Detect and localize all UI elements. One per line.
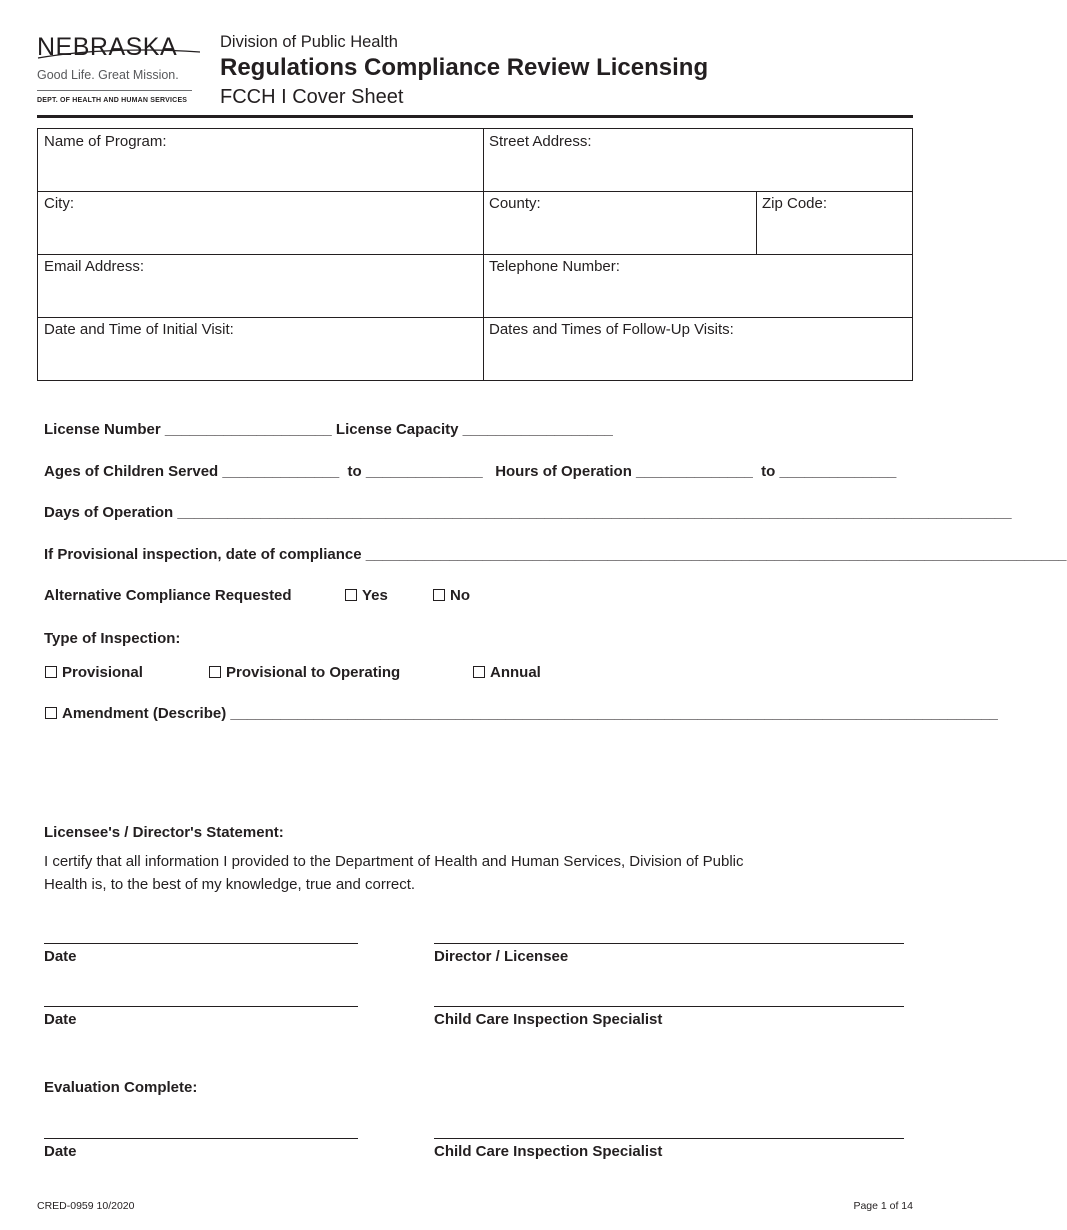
page-number: Page 1 of 14 [853,1200,913,1212]
program-info-table [37,128,913,381]
license-capacity-blank[interactable]: __________________ [462,421,613,438]
statement-heading: Licensee's / Director's Statement: [44,824,284,841]
page-title: Regulations Compliance Review Licensing [220,54,709,81]
provisional-to-operating-label: Provisional to Operating [226,664,401,681]
specialist-signature-line[interactable] [434,1138,904,1139]
checkbox-icon [433,589,445,601]
ages-to-blank[interactable]: ______________ [365,463,483,480]
checkbox-icon[interactable] [45,707,57,719]
provisional-checkbox[interactable] [45,664,143,681]
name-of-program-field[interactable] [38,129,483,191]
date-signature-line[interactable] [44,1006,358,1007]
field-label: Date and Time of Initial Visit: [44,321,234,338]
provisional-to-operating-checkbox[interactable] [209,664,400,681]
email-address-field[interactable] [38,254,483,317]
inspection-specialist-label: Child Care Inspection Specialist [434,1011,663,1028]
logo-divider [37,90,192,91]
license-number-label: License Number [44,421,161,438]
annual-checkbox[interactable] [473,664,541,681]
specialist-signature-line[interactable] [434,1006,904,1007]
checkbox-icon [209,666,221,678]
ages-served-label: Ages of Children Served [44,463,219,480]
hours-from-blank[interactable]: ______________ [636,463,753,480]
hours-of-operation-label: Hours of Operation [495,463,632,480]
date-signature-line[interactable] [44,943,358,944]
field-label: County: [489,195,541,212]
amendment-row [45,705,998,722]
zip-code-field[interactable] [756,191,912,254]
field-label: Street Address: [489,133,592,150]
provisional-compliance-row [44,546,1067,563]
yes-label: Yes [362,587,388,604]
checkbox-icon [345,589,357,601]
annual-label: Annual [490,664,541,681]
page-subtitle: FCCH I Cover Sheet [220,86,404,108]
date-label: Date [44,1011,77,1028]
days-of-operation-row [44,504,1012,521]
license-number-blank[interactable]: ____________________ [164,421,332,438]
form-id: CRED-0959 10/2020 [37,1200,135,1212]
field-label: Email Address: [44,258,145,275]
county-field[interactable] [483,191,756,254]
field-label: Zip Code: [762,195,828,212]
logo-department: DEPT. OF HEALTH AND HUMAN SERVICES [37,97,188,104]
director-licensee-label: Director / Licensee [434,948,569,965]
date-label: Date [44,948,77,965]
license-row [44,421,613,438]
amendment-label: Amendment (Describe) [62,705,227,722]
division-name: Division of Public Health [220,33,398,51]
alternative-compliance-label: Alternative Compliance Requested [44,587,292,604]
street-address-field[interactable] [483,129,912,191]
no-checkbox[interactable] [433,587,470,604]
provisional-label: Provisional [62,664,143,681]
amendment-blank[interactable]: ____________________________________________________________________________________________ [230,705,998,722]
field-label: Name of Program: [44,133,167,150]
field-label: City: [44,195,74,212]
telephone-number-field[interactable] [483,254,912,317]
checkbox-icon [473,666,485,678]
type-of-inspection-label: Type of Inspection: [44,630,181,647]
days-of-operation-label: Days of Operation [44,504,174,521]
checkbox-icon [45,666,57,678]
provisional-compliance-label: If Provisional inspection, date of compliance [44,546,362,563]
field-label: Dates and Times of Follow-Up Visits: [489,321,734,338]
ages-hours-row [44,463,896,480]
header-divider [37,115,913,118]
evaluation-complete-label: Evaluation Complete: [44,1079,198,1096]
director-signature-line[interactable] [434,943,904,944]
provisional-compliance-blank[interactable]: ____________________________________________________________________________________ [365,546,1067,563]
follow-up-visits-field[interactable] [483,317,912,380]
logo-tagline: Good Life. Great Mission. [37,68,179,82]
inspection-specialist-label: Child Care Inspection Specialist [434,1143,663,1160]
yes-checkbox[interactable] [345,587,388,604]
date-label: Date [44,1143,77,1160]
statement-text: I certify that all information I provided to the Department of Health and Human Services, Division of Public Health is, to the best of my knowledge, true and correct. [44,853,744,893]
date-signature-line[interactable] [44,1138,358,1139]
to-label: to [347,463,362,480]
to-label: to [761,463,776,480]
swoosh-logo-mark [34,44,204,64]
no-label: No [450,587,470,604]
city-field[interactable] [38,191,483,254]
initial-visit-field[interactable] [38,317,483,380]
field-label: Telephone Number: [489,258,620,275]
nebraska-wordmark: NEBRASKA [37,33,178,61]
days-of-operation-blank[interactable]: ____________________________________________________________________________________________________ [177,504,1012,521]
hours-to-blank[interactable]: ______________ [779,463,897,480]
ages-from-blank[interactable]: ______________ [222,463,340,480]
license-capacity-label: License Capacity [335,421,459,438]
